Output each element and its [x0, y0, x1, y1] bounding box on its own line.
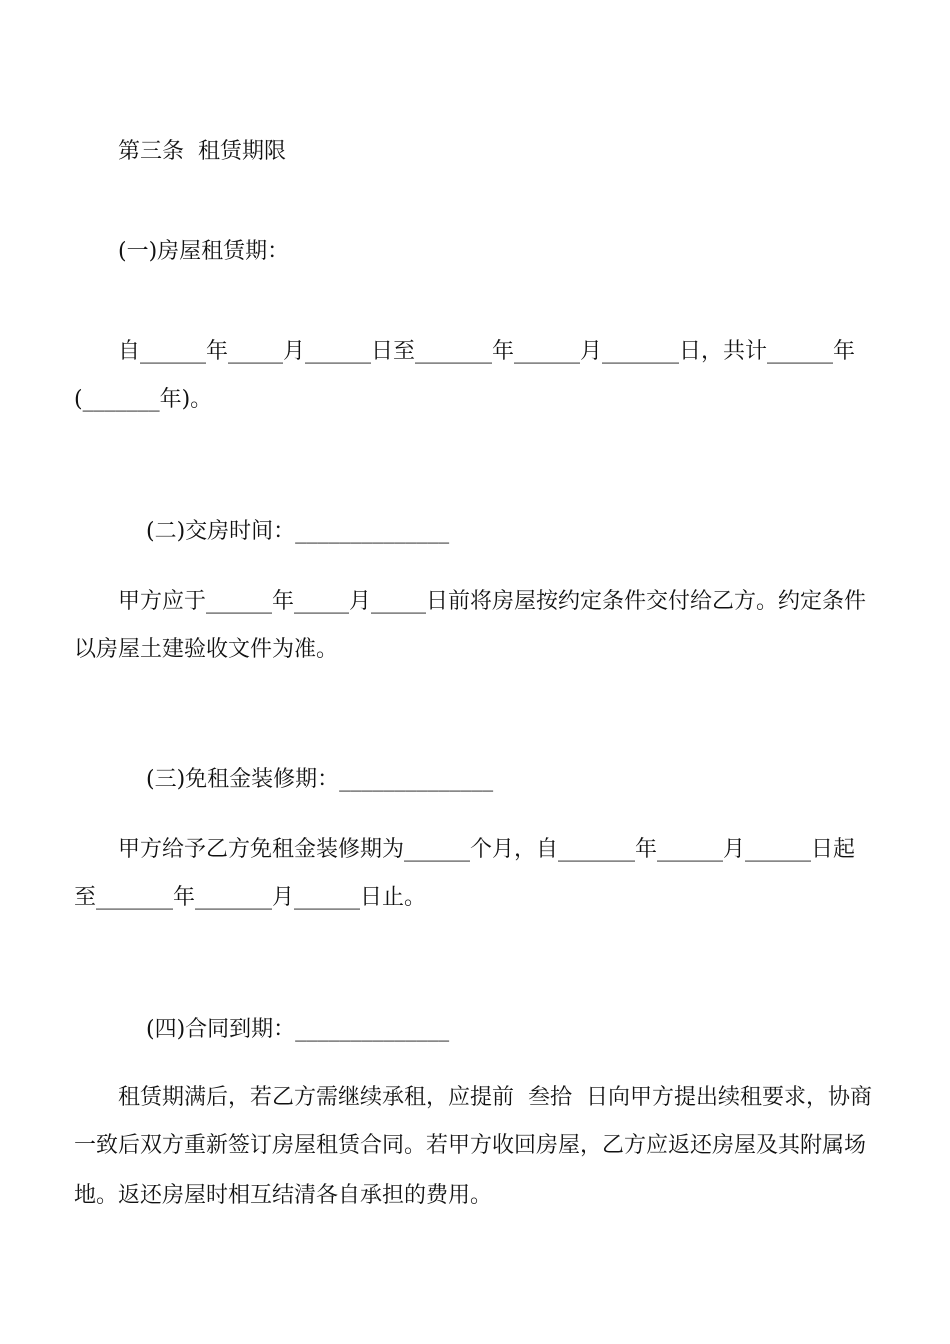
section-3-line-2: 至_______年_______月______日止。	[74, 885, 427, 910]
section-4-heading	[118, 985, 449, 1075]
section-1-line-2: (_______年)。	[74, 387, 213, 412]
section-3-heading-text: (三)免租金装修期：	[145, 767, 340, 792]
section-3-blank: ______________	[339, 767, 494, 792]
section-3-heading	[118, 735, 493, 825]
section-4-heading-text: (四)合同到期：	[145, 1017, 296, 1042]
article-title: 第三条 租赁期限	[118, 139, 286, 164]
section-4-line-3: 地。返还房屋时相互结清各自承担的费用。	[74, 1183, 493, 1208]
section-4-blank: ______________	[295, 1017, 450, 1042]
section-4-line-1: 租赁期满后，若乙方需继续承租，应提前 叁拾 日向甲方提出续租要求，协商	[118, 1085, 872, 1110]
section-1-line-1: 自______年_____月______日至_______年______月_______日，共计______年	[118, 339, 856, 364]
section-2-blank: ______________	[295, 519, 450, 544]
section-2-line-2: 以房屋土建验收文件为准。	[74, 637, 339, 662]
section-2-line-1: 甲方应于______年_____月_____日前将房屋按约定条件交付给乙方。约定条件	[118, 589, 867, 614]
section-1-heading: (一)房屋租赁期：	[118, 239, 290, 264]
section-2-heading	[118, 487, 449, 577]
section-2-heading-text: (二)交房时间：	[145, 519, 296, 544]
section-3-line-1: 甲方给予乙方免租金装修期为______个月，自_______年______月______日起	[118, 837, 856, 862]
section-4-line-2: 一致后双方重新签订房屋租赁合同。若甲方收回房屋，乙方应返还房屋及其附属场	[74, 1133, 867, 1158]
